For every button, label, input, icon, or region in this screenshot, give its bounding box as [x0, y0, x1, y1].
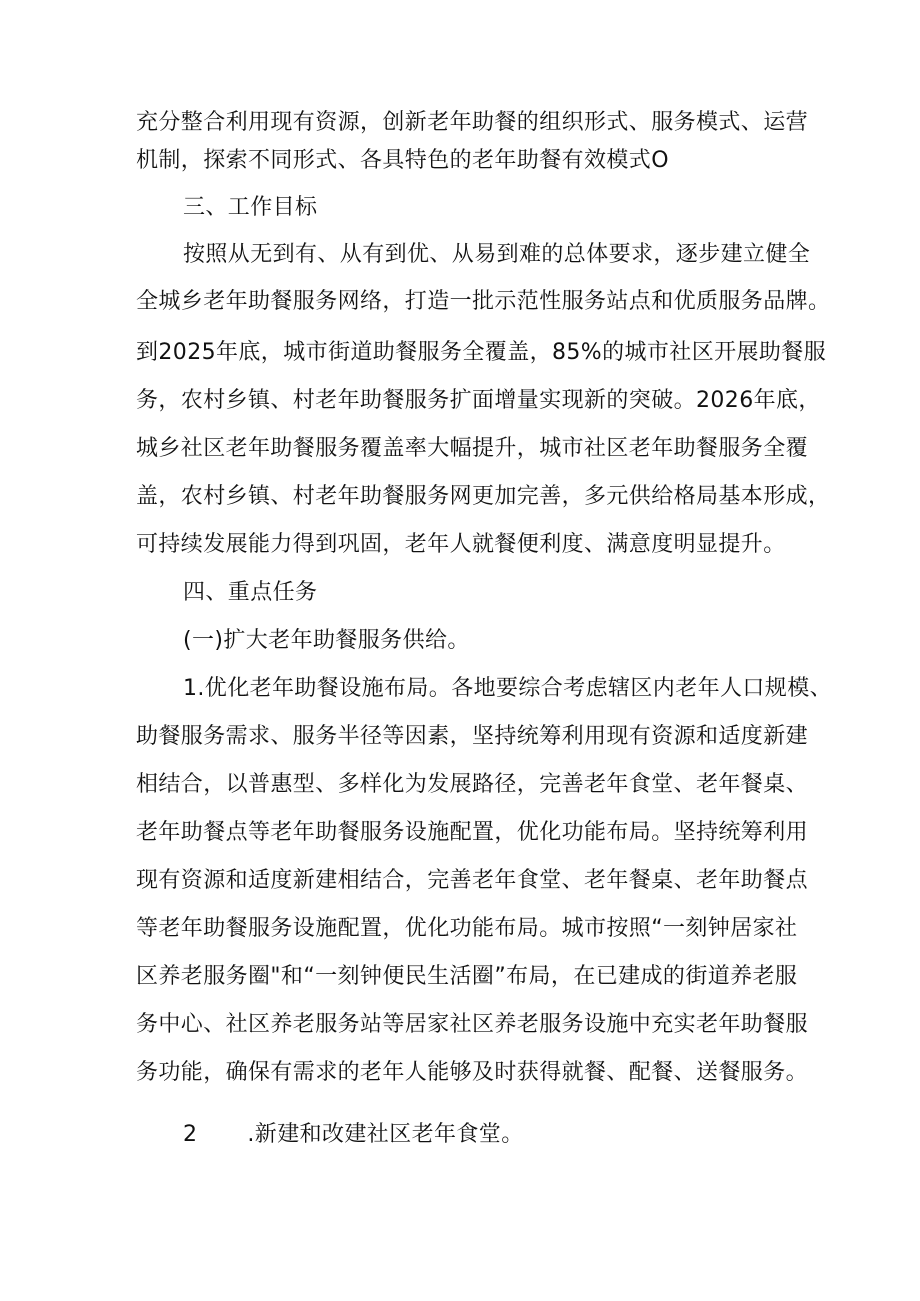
goals-line-4: 务，农村乡镇、村老年助餐服务扩面增量实现新的突破。2026年底，: [136, 388, 821, 413]
item1-line-9: 务功能，确保有需求的老年人能够及时获得就餐、配餐、送餐服务。: [136, 1060, 809, 1085]
item1-line-6: 等老年助餐服务设施配置，优化功能布局。城市按照“一刻钟居家社: [136, 916, 798, 941]
section-heading-tasks: 四、重点任务: [183, 580, 318, 605]
item2-text: .新建和改建社区老年食堂。: [247, 1122, 524, 1147]
intro-line-2: 机制，探索不同形式、各具特色的老年助餐有效模式O: [136, 148, 669, 173]
item1-line-3: 相结合，以普惠型、多样化为发展路径，完善老年食堂、老年餐桌、: [136, 772, 809, 797]
item1-line-8: 务中心、社区养老服务站等居家社区养老服务设施中充实老年助餐服: [136, 1012, 809, 1037]
goals-line-3: 到2025年底，城市街道助餐服务全覆盖，85%的城市社区开展助餐服: [136, 340, 827, 365]
goals-line-1: 按照从无到有、从有到优、从易到难的总体要求，逐步建立健全: [183, 242, 811, 267]
goals-line-7: 可持续发展能力得到巩固，老年人就餐便利度、满意度明显提升。: [136, 532, 786, 557]
goals-line-5: 城乡社区老年助餐服务覆盖率大幅提升，城市社区老年助餐服务全覆: [136, 436, 809, 461]
item1-line-7: 区养老服务圈"和“一刻钟便民生活圈”布局，在已建成的街道养老服: [136, 964, 798, 989]
item1-line-2: 助餐服务需求、服务半径等因素，坚持统筹利用现有资源和适度新建: [136, 724, 809, 749]
item2-number: 2: [183, 1122, 198, 1147]
goals-line-6: 盖，农村乡镇、村老年助餐服务网更加完善，多元供给格局基本形成，: [136, 484, 831, 509]
goals-line-2: 全城乡老年助餐服务网络，打造一批示范性服务站点和优质服务品牌。: [136, 289, 831, 314]
item2-line: [183, 1120, 524, 1150]
item1-line-4: 老年助餐点等老年助餐服务设施配置，优化功能布局。坚持统筹利用: [136, 820, 809, 845]
subheading-expand-supply: (一)扩大老年助餐服务供给。: [183, 628, 470, 653]
item1-line-5: 现有资源和适度新建相结合，完善老年食堂、老年餐桌、老年助餐点: [136, 868, 809, 893]
intro-line-1: 充分整合利用现有资源，创新老年助餐的组织形式、服务模式、运营: [136, 110, 809, 135]
section-heading-goals: 三、工作目标: [183, 195, 318, 220]
item1-line-1: 1.优化老年助餐设施布局。各地要综合考虑辖区内老年人口规模、: [183, 676, 832, 701]
